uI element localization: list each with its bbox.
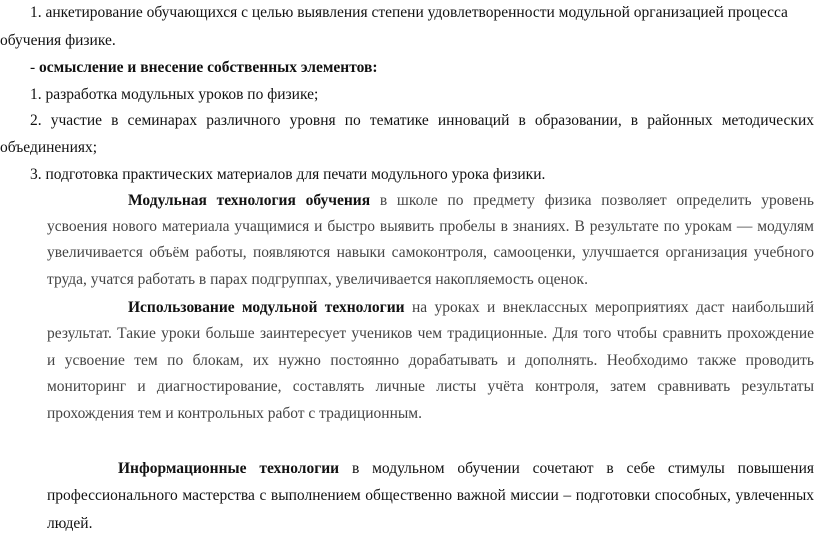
paragraph-info-technology-line1: Информационные технологии в модульном обучении сочетают в себе стимулы повышения — [118, 460, 814, 477]
list-item-text: участие в семинарах различного уровня по тематике инноваций в образовании, в районных методических — [50, 112, 814, 129]
list-number: 2. — [30, 112, 42, 129]
list-item-survey-cont: обучения физике. — [0, 32, 116, 49]
paragraph-line: мониторинг и диагностирование, составлять личные листы учёта контроля, затем сравнивать результаты — [47, 378, 814, 395]
paragraph-line: труда, учатся работать в парах подгруппах, увеличивается накопляемость оценок. — [47, 271, 588, 288]
paragraph-line: профессионального мастерства с выполнением общественно важной миссии – подготовки способных, увлеченных — [47, 487, 814, 504]
paragraph-line: прохождения тем и контрольных работ с традиционным. — [47, 405, 422, 422]
list-item-text: анкетирование обучающихся с целью выявления степени удовлетворенности модульной организацией процесса — [45, 4, 788, 21]
paragraph-bold-term: Информационные технологии — [118, 460, 340, 477]
list-item-text: разработка модульных уроков по физике; — [45, 86, 319, 103]
list-number: 3. — [30, 166, 42, 183]
list-item-text: подготовка практических материалов для печати модульного урока физики. — [45, 166, 546, 183]
list-item — [30, 85, 318, 105]
section-heading — [30, 58, 378, 78]
list-number: 1. — [30, 86, 42, 103]
list-number: 1. — [30, 4, 42, 21]
paragraph-modular-technology-line1: Модульная технология обучения в школе по предмету физика позволяет определить уровень — [128, 192, 814, 209]
paragraph-modular-usage-line1: Использование модульной технологии на уроках и внеклассных мероприятиях даст наибольший — [128, 299, 814, 316]
paragraph-line: результат. Такие уроки больше заинтересует учеников чем традиционные. Для того чтобы сравнить прохождение — [47, 325, 814, 342]
paragraph-line: и усвоение тем по блокам, их нужно постоянно дорабатывать и дополнять. Необходимо также проводить — [47, 352, 814, 369]
list-item-survey — [30, 3, 814, 23]
paragraph-line: усвоения нового материала учащимися и быстро выявить пробелы в знаниях. В результате по урокам — модулям — [47, 218, 814, 235]
paragraph-bold-term: Модульная технология обучения — [128, 192, 371, 209]
list-item — [30, 111, 814, 131]
heading-text: осмысление и внесение собственных элементов: — [39, 59, 378, 76]
heading-dash: - — [30, 59, 36, 76]
paragraph-line: увеличивается объём работы, появляются навыки самоконтроля, самооценки, улучшается организация учебного — [47, 244, 814, 261]
paragraph-bold-term: Использование модульной технологии — [128, 299, 405, 316]
paragraph-line: людей. — [47, 515, 93, 532]
list-item — [30, 165, 545, 185]
list-item-cont: объединениях; — [0, 139, 98, 156]
